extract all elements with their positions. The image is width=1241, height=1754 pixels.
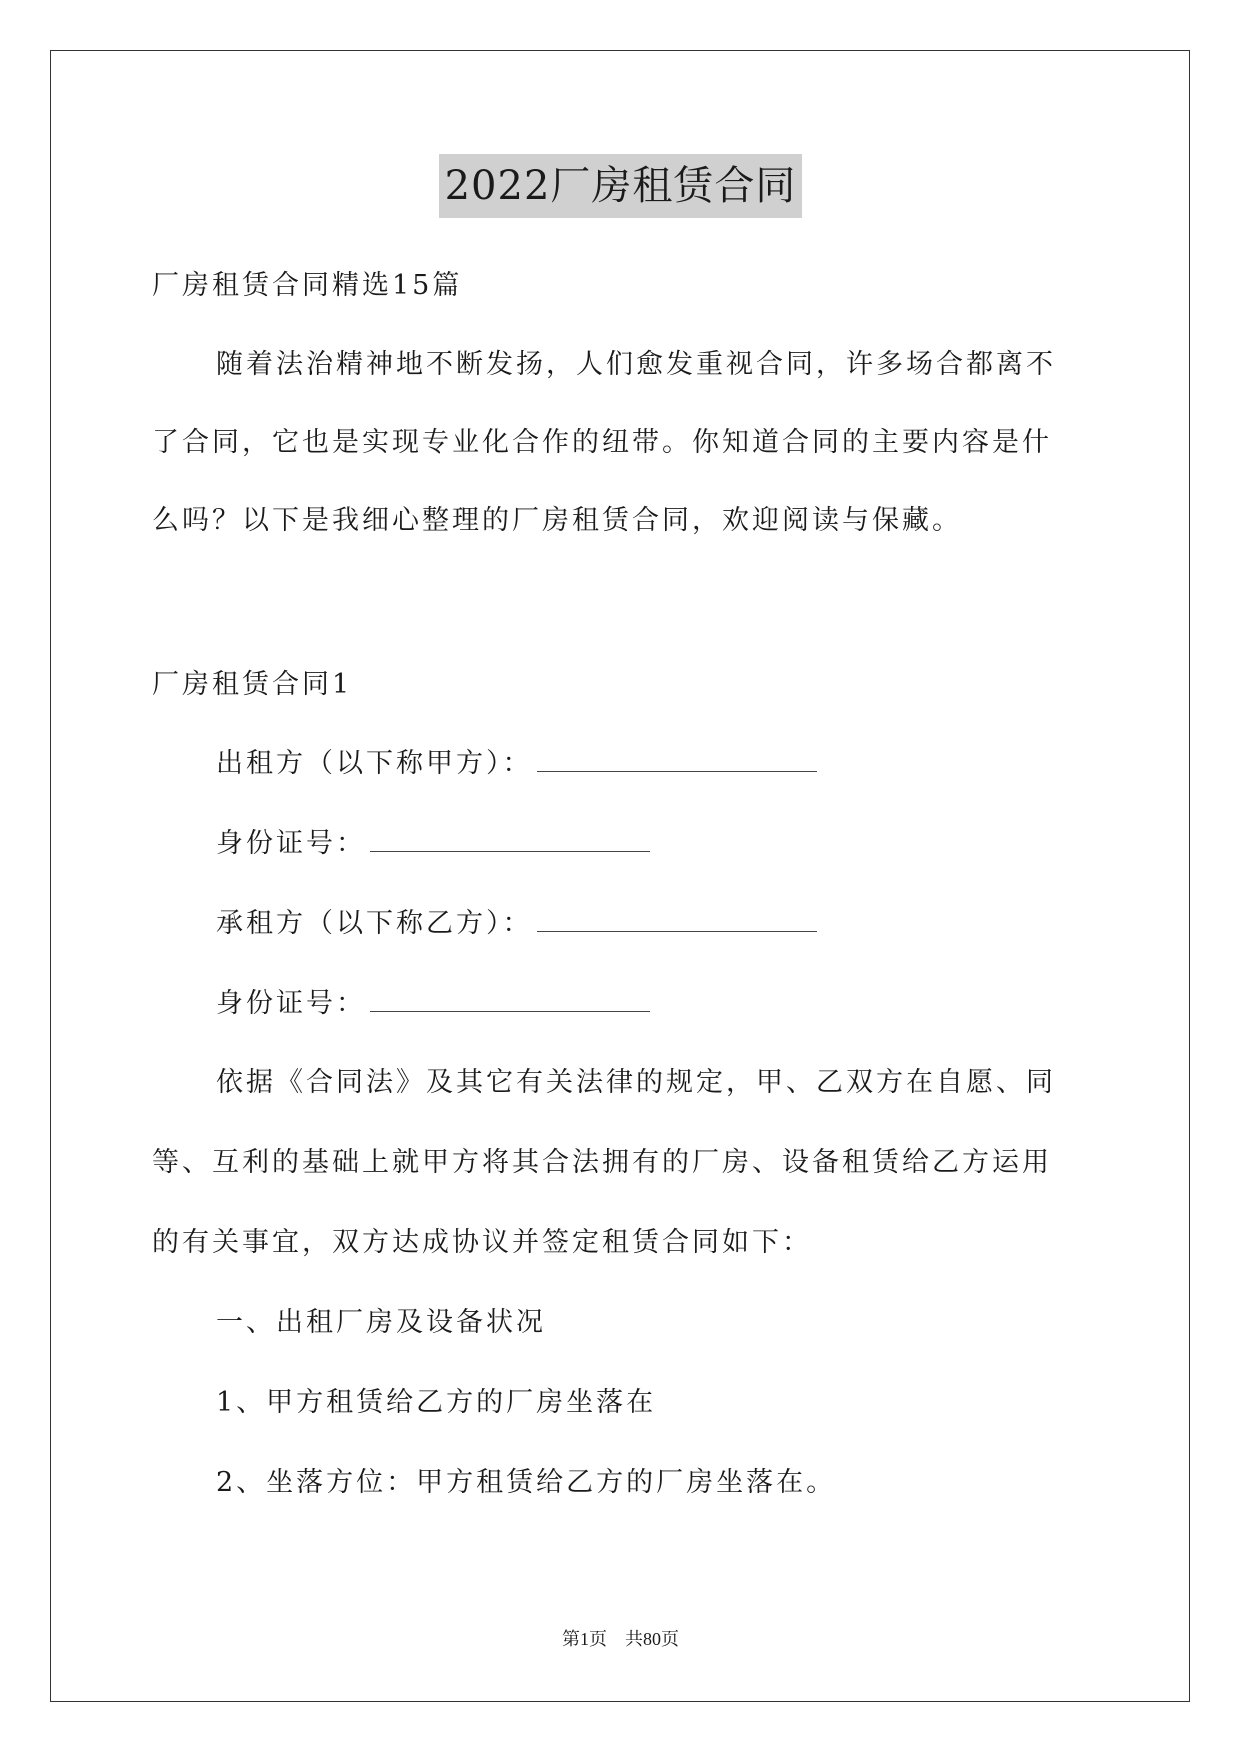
fill-in-blank: [537, 745, 817, 772]
party-label: 承租方（以下称乙方）：: [216, 908, 533, 939]
page-footer: [0, 1627, 1241, 1651]
clause-item: 2、坐落方位：甲方租赁给乙方的厂房坐落在。: [216, 1467, 837, 1498]
intro-line: 了合同，它也是实现专业化合作的纽带。你知道合同的主要内容是什: [152, 427, 1052, 458]
document-title: 2022厂房租赁合同: [439, 154, 803, 218]
party-lessor: [216, 745, 817, 782]
party-label: 出租方（以下称甲方）：: [216, 748, 533, 779]
intro-line: 么吗？以下是我细心整理的厂房租赁合同，欢迎阅读与保藏。: [152, 505, 962, 536]
intro-line: 随着法治精神地不断发扬，人们愈发重视合同，许多场合都离不: [216, 349, 1056, 380]
party-lessor-id: [216, 825, 650, 862]
party-label: 身份证号：: [216, 828, 366, 859]
clause-item: 1、甲方租赁给乙方的厂房坐落在: [216, 1387, 657, 1418]
fill-in-blank: [537, 905, 817, 932]
basis-line: 依据《合同法》及其它有关法律的规定，甲、乙双方在自愿、同: [216, 1067, 1056, 1098]
party-lessee: [216, 905, 817, 942]
page-number: 第1页: [562, 1629, 607, 1649]
party-label: 身份证号：: [216, 988, 366, 1019]
section-heading: 厂房租赁合同1: [152, 669, 353, 700]
document-subtitle: 厂房租赁合同精选15篇: [152, 270, 463, 301]
clause-heading: 一、出租厂房及设备状况: [216, 1307, 546, 1338]
fill-in-blank: [370, 825, 650, 852]
basis-line: 的有关事宜，双方达成协议并签定租赁合同如下：: [152, 1227, 812, 1258]
fill-in-blank: [370, 985, 650, 1012]
basis-line: 等、互利的基础上就甲方将其合法拥有的厂房、设备租赁给乙方运用: [152, 1147, 1052, 1178]
party-lessee-id: [216, 985, 650, 1022]
page-total: 共80页: [625, 1629, 679, 1649]
title-container: [0, 154, 1241, 218]
